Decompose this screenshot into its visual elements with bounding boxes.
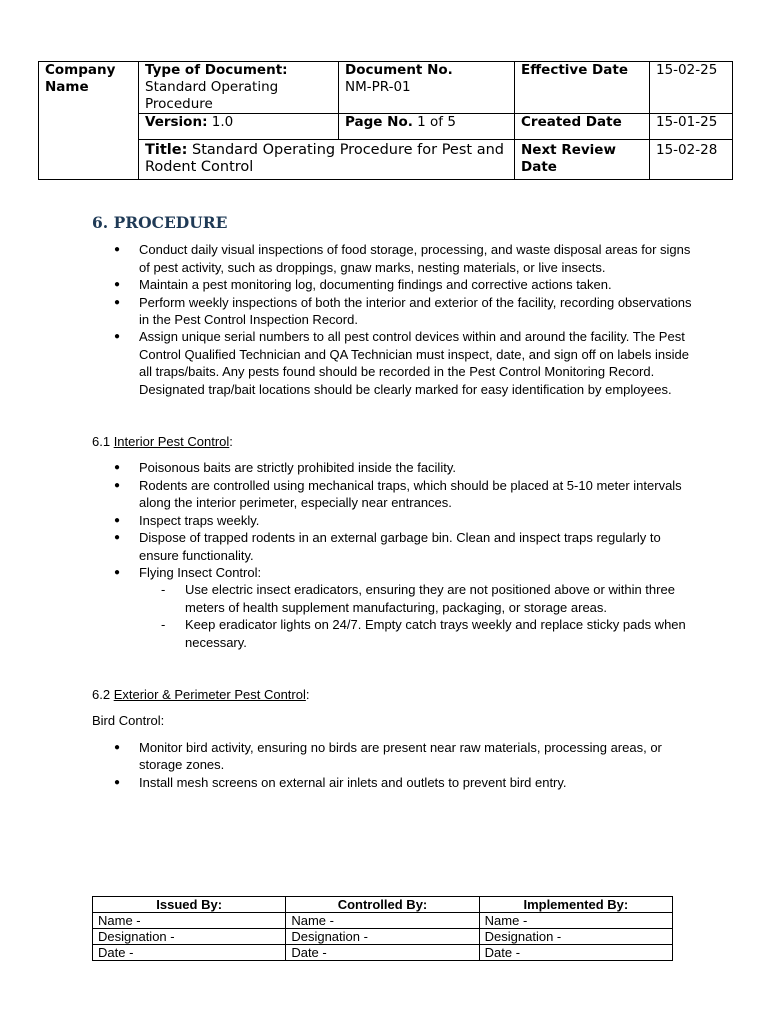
company-name-cell	[39, 62, 139, 180]
list-item: ● Poisonous baits are strictly prohibited inside the facility.	[92, 459, 692, 476]
version-value: 1.0	[207, 114, 234, 130]
implemented-by-header: Implemented By:	[479, 897, 672, 913]
created-date-value: 15-01-25	[650, 114, 733, 140]
document-title-value: Standard Operating Procedure for Pest and Rodent Control	[145, 142, 504, 175]
list-item: ● Inspect traps weekly.	[92, 512, 692, 529]
procedure-heading: 6. PROCEDURE	[92, 213, 228, 232]
document-type-value: Standard Operating Procedure	[145, 79, 279, 112]
flying-insect-sublist	[139, 581, 692, 651]
list-item: ● Dispose of trapped rodents in an external garbage bin. Clean and inspect traps regularly to ensure functionality.	[92, 529, 692, 564]
document-type-label: Type of Document:	[145, 62, 288, 78]
sub-list-item: - Keep eradicator lights on 24/7. Empty catch trays weekly and replace sticky pads when necessary.	[139, 616, 692, 651]
page-number-value: 1 of 5	[412, 114, 456, 130]
table-cell: Designation -	[93, 929, 286, 945]
section-number: 6.2	[92, 686, 114, 702]
effective-date-label-cell	[515, 62, 650, 114]
table-cell: Date -	[479, 945, 672, 961]
interior-list	[92, 459, 692, 650]
list-item-label: Flying Insect Control:	[139, 564, 262, 580]
section-title: Interior Pest Control	[113, 434, 230, 450]
table-cell: Name -	[479, 913, 672, 929]
document-number-cell	[339, 62, 515, 114]
section-number: 6.1	[92, 434, 114, 450]
version-label: Version:	[145, 114, 208, 130]
list-item: ● Rodents are controlled using mechanical traps, which should be placed at 5-10 meter intervals along the interior perimeter, especially near entrances.	[92, 477, 692, 512]
list-item: ● Assign unique serial numbers to all pest control devices within and around the facility. The Pest Control Qualified Technician and QA Technician must inspect, date, and sign off on labels inside all traps/baits. Any pests found should be recorded in the Pest Control Monitoring Record. Designated trap/bait locations should be clearly marked for easy identification by employees.	[92, 328, 692, 398]
table-row	[93, 945, 673, 961]
section-colon: :	[229, 434, 233, 450]
document-body	[92, 214, 692, 791]
list-item: ● Maintain a pest monitoring log, documenting findings and corrective actions taken.	[92, 276, 692, 293]
list-item: ● Monitor bird activity, ensuring no birds are present near raw materials, processing areas, or storage zones.	[92, 739, 692, 774]
document-header-table	[38, 61, 733, 180]
document-type-cell	[139, 62, 339, 114]
table-row	[93, 913, 673, 929]
document-title-label: Title:	[145, 142, 188, 158]
controlled-by-header: Controlled By:	[286, 897, 479, 913]
section-title: Exterior & Perimeter Pest Control	[113, 686, 306, 702]
sub-list-item: - Use electric insect eradicators, ensuring they are not positioned above or within three meters of health supplement manufacturing, packaging, or storage areas.	[139, 581, 692, 616]
section-colon: :	[305, 686, 310, 702]
interior-section-heading	[92, 433, 692, 450]
list-item-flying-insect-control	[92, 564, 692, 651]
page-number-cell	[339, 114, 515, 140]
procedure-list	[92, 241, 692, 398]
table-cell: Name -	[93, 913, 286, 929]
signoff-table	[92, 896, 673, 961]
list-item: ● Perform weekly inspections of both the interior and exterior of the facility, recording observations in the Pest Control Inspection Record.	[92, 294, 692, 329]
exterior-section-heading	[92, 686, 692, 703]
effective-date-label: Effective Date	[521, 62, 628, 78]
effective-date-value: 15-02-25	[650, 62, 733, 114]
list-item: ● Install mesh screens on external air inlets and outlets to prevent bird entry.	[92, 774, 692, 791]
document-number-label: Document No.	[345, 62, 453, 78]
company-name-label: Company Name	[45, 62, 116, 95]
list-item: ● Conduct daily visual inspections of food storage, processing, and waste disposal areas for signs of pest activity, such as droppings, gnaw marks, nesting materials, or live insects.	[92, 241, 692, 276]
created-date-label-cell	[515, 114, 650, 140]
table-cell: Designation -	[479, 929, 672, 945]
table-cell: Date -	[286, 945, 479, 961]
issued-by-header: Issued By:	[93, 897, 286, 913]
next-review-value: 15-02-28	[650, 140, 733, 180]
version-cell	[139, 114, 339, 140]
next-review-label-cell	[515, 140, 650, 180]
table-cell: Date -	[93, 945, 286, 961]
page-number-label: Page No.	[345, 114, 413, 130]
document-number-value: NM-PR-01	[345, 79, 411, 95]
table-row	[93, 929, 673, 945]
bird-control-subheading: Bird Control:	[92, 713, 165, 729]
table-cell: Designation -	[286, 929, 479, 945]
created-date-label: Created Date	[521, 114, 622, 130]
exterior-list	[92, 739, 692, 791]
document-title-cell	[139, 140, 515, 180]
next-review-label: Next Review Date	[521, 142, 616, 175]
table-cell: Name -	[286, 913, 479, 929]
